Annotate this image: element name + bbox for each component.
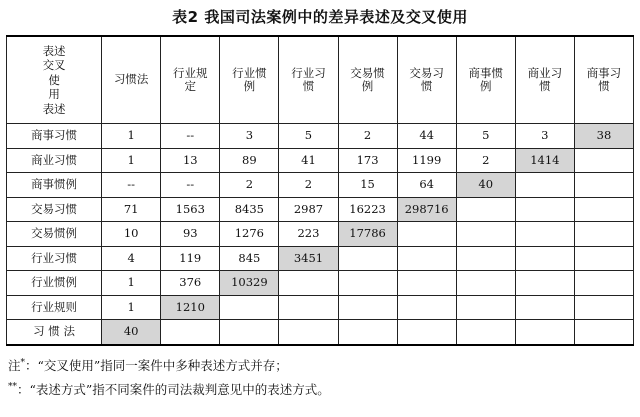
empty-cell xyxy=(456,320,515,346)
row-header: 行业规则 xyxy=(7,295,102,320)
table-row xyxy=(7,246,634,271)
column-header: 交易惯例 xyxy=(338,36,397,124)
row-header: 商业习惯 xyxy=(7,148,102,173)
empty-cell xyxy=(515,246,574,271)
empty-cell xyxy=(338,271,397,296)
empty-cell xyxy=(456,197,515,222)
table-cell: 15 xyxy=(338,173,397,198)
table-cell: -- xyxy=(161,124,220,149)
table-cell: 173 xyxy=(338,148,397,173)
column-header: 行业习惯 xyxy=(279,36,338,124)
table-cell: 2 xyxy=(456,148,515,173)
empty-cell xyxy=(456,222,515,247)
table-cell: 1 xyxy=(102,148,161,173)
empty-cell xyxy=(515,295,574,320)
corner-text: 表述 xyxy=(42,44,66,59)
empty-cell xyxy=(161,320,220,346)
empty-cell xyxy=(574,148,633,173)
table-cell: 13 xyxy=(161,148,220,173)
table-cell: 1563 xyxy=(161,197,220,222)
row-header: 习 惯 法 xyxy=(7,320,102,346)
table-cell: 40 xyxy=(102,320,161,346)
empty-cell xyxy=(515,222,574,247)
table-cell: 2 xyxy=(279,173,338,198)
row-header: 交易习惯 xyxy=(7,197,102,222)
table-cell: 376 xyxy=(161,271,220,296)
empty-cell xyxy=(574,295,633,320)
table-cell: 71 xyxy=(102,197,161,222)
table-cell: 2 xyxy=(338,124,397,149)
corner-text: 交叉 xyxy=(42,58,66,73)
table-cell: 1210 xyxy=(161,295,220,320)
cross-usage-table xyxy=(6,35,634,346)
column-header: 交易习惯 xyxy=(397,36,456,124)
table-cell: 1 xyxy=(102,295,161,320)
column-header: 商业习惯 xyxy=(515,36,574,124)
empty-cell xyxy=(515,320,574,346)
table-cell: 64 xyxy=(397,173,456,198)
row-header: 商事习惯 xyxy=(7,124,102,149)
empty-cell xyxy=(220,295,279,320)
column-header: 行业惯例 xyxy=(220,36,279,124)
table-cell: 2987 xyxy=(279,197,338,222)
empty-cell xyxy=(515,271,574,296)
table-cell: 38 xyxy=(574,124,633,149)
table-cell: 93 xyxy=(161,222,220,247)
table-cell: -- xyxy=(102,173,161,198)
empty-cell xyxy=(279,295,338,320)
empty-cell xyxy=(338,320,397,346)
row-header: 交易惯例 xyxy=(7,222,102,247)
table-row xyxy=(7,295,634,320)
empty-cell xyxy=(515,197,574,222)
table-cell: -- xyxy=(161,173,220,198)
table-cell: 44 xyxy=(397,124,456,149)
footnote-1: 注*：“交叉使用”指同一案件中多种表述方式并存； xyxy=(8,357,288,373)
table-row xyxy=(7,124,634,149)
table-cell: 2 xyxy=(220,173,279,198)
table-row xyxy=(7,197,634,222)
table-cell: 3451 xyxy=(279,246,338,271)
table-row xyxy=(7,173,634,198)
header-row xyxy=(7,36,634,124)
column-header: 商事习惯 xyxy=(574,36,633,124)
table-cell: 89 xyxy=(220,148,279,173)
table-cell: 10 xyxy=(102,222,161,247)
table-cell: 3 xyxy=(515,124,574,149)
corner-header xyxy=(7,36,102,124)
empty-cell xyxy=(397,246,456,271)
table-row xyxy=(7,320,634,346)
empty-cell xyxy=(279,320,338,346)
empty-cell xyxy=(456,246,515,271)
empty-cell xyxy=(574,246,633,271)
table-cell: 17786 xyxy=(338,222,397,247)
empty-cell xyxy=(338,246,397,271)
empty-cell xyxy=(397,295,456,320)
empty-cell xyxy=(338,295,397,320)
table-cell: 1276 xyxy=(220,222,279,247)
table-row xyxy=(7,222,634,247)
table-title: 表2 我国司法案例中的差异表述及交叉使用 xyxy=(172,8,468,26)
table-cell: 119 xyxy=(161,246,220,271)
corner-text: 用 xyxy=(48,87,60,102)
corner-text: 表述 xyxy=(42,101,66,116)
table-row xyxy=(7,148,634,173)
table-cell: 5 xyxy=(279,124,338,149)
table-cell: 41 xyxy=(279,148,338,173)
empty-cell xyxy=(574,197,633,222)
empty-cell xyxy=(220,320,279,346)
empty-cell xyxy=(515,173,574,198)
table-cell: 1 xyxy=(102,124,161,149)
table-cell: 1414 xyxy=(515,148,574,173)
table-cell: 298716 xyxy=(397,197,456,222)
table-row xyxy=(7,271,634,296)
table-cell: 223 xyxy=(279,222,338,247)
table-cell: 10329 xyxy=(220,271,279,296)
table-cell: 845 xyxy=(220,246,279,271)
empty-cell xyxy=(574,222,633,247)
empty-cell xyxy=(456,295,515,320)
empty-cell xyxy=(574,271,633,296)
column-header: 行业规定 xyxy=(161,36,220,124)
table-cell: 1199 xyxy=(397,148,456,173)
table-cell: 8435 xyxy=(220,197,279,222)
row-header: 行业习惯 xyxy=(7,246,102,271)
empty-cell xyxy=(397,222,456,247)
empty-cell xyxy=(279,271,338,296)
empty-cell xyxy=(574,320,633,346)
table-cell: 4 xyxy=(102,246,161,271)
empty-cell xyxy=(574,173,633,198)
table-cell: 16223 xyxy=(338,197,397,222)
table-cell: 5 xyxy=(456,124,515,149)
table-cell: 40 xyxy=(456,173,515,198)
table-cell: 1 xyxy=(102,271,161,296)
row-header: 行业惯例 xyxy=(7,271,102,296)
column-header: 习惯法 xyxy=(102,36,161,124)
corner-text: 使 xyxy=(48,72,60,87)
row-header: 商事惯例 xyxy=(7,173,102,198)
footnote-2: **：“表述方式”指不同案件的司法裁判意见中的表述方式。 xyxy=(8,381,330,397)
column-header: 商事惯例 xyxy=(456,36,515,124)
empty-cell xyxy=(397,320,456,346)
table-body xyxy=(7,124,634,346)
table-cell: 3 xyxy=(220,124,279,149)
empty-cell xyxy=(456,271,515,296)
empty-cell xyxy=(397,271,456,296)
